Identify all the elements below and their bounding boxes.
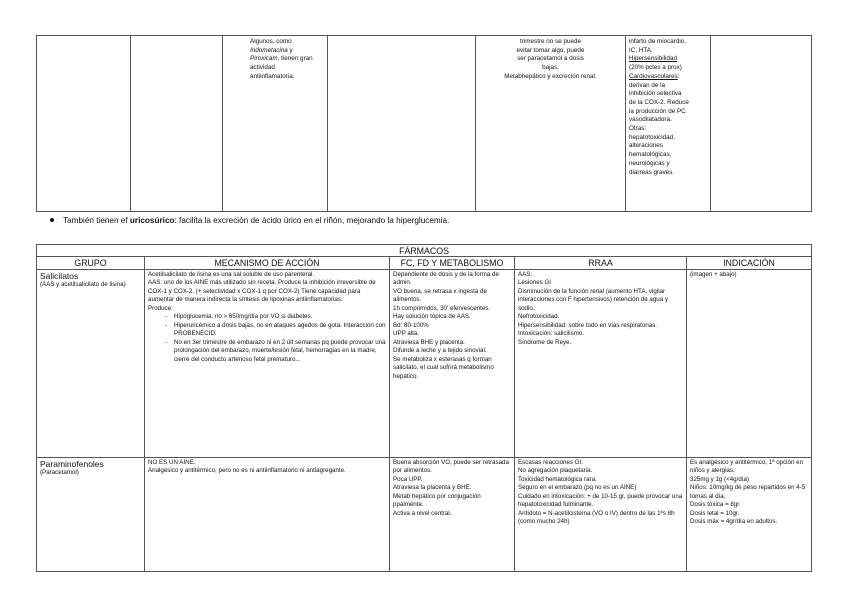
text-line: Metabhepático y excreción renal. [504,72,597,80]
top-cell-2 [131,36,223,212]
salicilatos-fc [390,269,515,457]
text-line: Dependiente de dosis y de la forma de admin. [393,270,499,287]
note-bold: uricosúrico [129,216,175,225]
text-line: Nefrotoxicidad. [518,313,560,321]
text-line: Indometacina y [250,46,293,54]
text-line: antiinflamatoria. [250,72,295,80]
text-line: Piroxicam, tienen gran [250,55,313,63]
text-line: Poca UPP. [393,475,423,483]
text-line: Algunos, como [250,38,292,45]
note-pre: También tienen ef [63,216,130,225]
top-cell-5 [476,36,626,212]
farmacos-table [36,244,812,572]
uricosuric-note [50,216,449,225]
table-header-row [37,257,812,269]
text-line: Es analgésico y antitérmico, 1ª opción en niños y alergias. [690,458,804,475]
top-cell-5-text [479,38,622,82]
table-title-row [37,245,812,257]
salicilatos-group [37,269,145,457]
text-line: AAS: uno de los AINE más utilizado sin receta. Produce la inhibición irreversible de COX-1 y COX-2. (+ selectividad x COX-1 q por COX-2) Tiene capacidad para aumentar de manera indirecta la síntesis de lipoxinas antiinflamatorias. [148,279,376,304]
text-line: Antídoto = N-acetilcisteína (VO o IV) dentro de las 1ªs 8h (como mucho 24h) [518,509,675,526]
paraminofenoles-mechanism [145,457,390,571]
text-line: Bd: 80-100% [393,321,429,329]
text-line: Activa a nivel central. [393,509,452,517]
text-line: Lesiones GI [518,279,552,287]
text-line: trimestre no se puede [520,38,581,45]
text-line: Hay solución tópica de AAS. [393,313,471,321]
text-line: Metab hepático por conjugación ppalmente. [393,492,481,509]
top-cell-3 [223,36,328,212]
table-title: FÁRMACOS [37,245,812,257]
bullet-icon [50,218,54,222]
list-item: - No en 3er trimestre de embarazo ni en 2 últ semanas pq puede provocar una prolongación del embarazo, muerte/lesión fetal, hemorragias en la madre, cierre del conducto arterioso fetal prematuro... [174,339,386,365]
text-line: (20% pctes a prox) [629,64,682,72]
text-line: hematológicas, [629,151,672,159]
text-line: alteraciones [629,142,663,150]
text-line: 1h comprimidos, 30' efervescentes. [393,304,491,312]
text-line: Dosis letal = 10gr. [690,509,740,517]
text-line: Se metaboliza x esterasas q forman salicilato, el cual sufrirá metabolismo hepático. [393,355,494,380]
text-line: Seguro en el embarazo (pq no es un AINE) [518,484,637,492]
paraminofenoles-indication [687,457,812,571]
group-name: Paraminofenoles [40,458,104,469]
text-line: bajas. [542,64,559,72]
group-subtitle: (AAS y acetilsalicilato de lisina) [40,280,126,288]
table-row [37,457,812,571]
text-line: Dosis tóxica = 8gr. [690,501,741,509]
text-line: AAS: [518,270,533,278]
list-item: - Hiperuricémico a dosis bajas, no en ataques agedos de gota. Interacción con PROBENECID. [174,322,386,339]
text-line: Síndrome de Reye. [518,338,572,346]
text-line: actividad [250,64,275,72]
text-line: Atraviesa la placenta y BHE. [393,484,472,492]
list-item: - Hipoglucemia, no > 650mg/día por VO si diabetes. [174,313,386,322]
text-line: Atraviesa BHE y placenta. [393,338,465,346]
text-line: inhibición selectiva [629,90,682,98]
text-line: diarreas graves. [629,168,675,176]
text-line: vasodilatadora. [629,116,672,124]
text-line: Toxicidad hematológica rara. [518,475,597,483]
text-line: Escasas reacciones GI. [518,458,583,466]
table-row [37,36,812,212]
text-line: evitar tomar algo, puede [516,46,585,54]
text-line: de la COX-2. Reduce [629,98,689,106]
text-line: Otras: [629,125,647,133]
text-line: Produce: [148,304,173,312]
text-line: Acetilsalicilato de lisina es una sal soluble de uso parenteral. [148,270,315,278]
text-line: hepatotoxicidad, [629,133,675,141]
paraminofenoles-fc [390,457,515,571]
top-cell-3-text [250,38,324,82]
top-cell-4 [328,36,476,212]
top-cell-1 [37,36,131,212]
text-line: Difunde a leche y a tejido sinovial. [393,347,487,355]
text-line: Niños: 10mg/kg de peso repartidos en 4-5 tomas al día. [690,484,806,500]
text-line: VO buena, se retrasa x ingesta de alimentos. [393,287,487,304]
header-indicacion: INDICACIÓN [687,257,812,269]
salicilatos-mechanism [145,269,390,457]
group-name: Salicilatos [40,270,79,281]
top-continuation-table [36,35,812,212]
top-cell-7 [711,36,812,212]
text-line: infarto de miocardio, [629,38,687,45]
group-subtitle: (Paracetamol) [40,468,79,476]
text-line: la producción de PC [629,107,686,115]
header-grupo: GRUPO [37,257,145,269]
header-fc: FC, FD Y METABOLISMO [390,257,515,269]
text-line: derivan de la [629,81,666,89]
text-line: UPP alta. [393,330,420,338]
text-line: IC, HTA. [629,46,653,54]
text-line: ser paracetamol a dosis [517,55,584,63]
text-line: Intoxicación: salicilismo. [518,330,585,338]
text-line: neurológicas y [629,159,670,167]
text-line: No agregación plaquetaria. [518,467,593,475]
paraminofenoles-group [37,457,145,571]
salicilatos-indication: (imagen + abajo) [687,269,812,457]
header-mecanismo: MECANISMO DE ACCIÓN [145,257,390,269]
text-line: Analgésico y antitérmico, pero no es ni antiinflamatorio ni antiagregante. [148,467,346,475]
text-line: Disminución de la función renal (aumento HTA, vigilar interacciones con F hipertensivos) retención de agua y sodio. [518,287,668,312]
top-cell-6 [626,36,711,212]
text-line: Dosis máx = 4gr/día en adultos. [690,518,778,526]
top-cell-6-text [629,38,707,177]
salicilatos-rraa [515,269,687,457]
mechanism-list [148,313,386,364]
text-line: 325mg y 1g (<4g/día) [690,475,749,483]
text-line: Cardiovasculares: [629,72,680,80]
table-row [37,269,812,457]
text-line: NO ES UN AINE. [148,458,196,466]
header-rraa: RRAA [515,257,687,269]
text-line: Cuidado en intoxicación: + de 10-15 gr, puede provocar una hepatotoxicidad fulminante. [518,492,683,509]
text-line: Buena absorción VO, puede ser retrasada por alimentos. [393,458,509,475]
text-line: Hipersensibilidad: sobre todo en vías respiratorias. [518,321,657,329]
text-line: Hipersensibilidad [629,55,677,63]
paraminofenoles-rraa [515,457,687,571]
note-post: : facilita la excreción de ácido úrico en el riñón, mejorando la hiperglucemia. [174,216,450,225]
